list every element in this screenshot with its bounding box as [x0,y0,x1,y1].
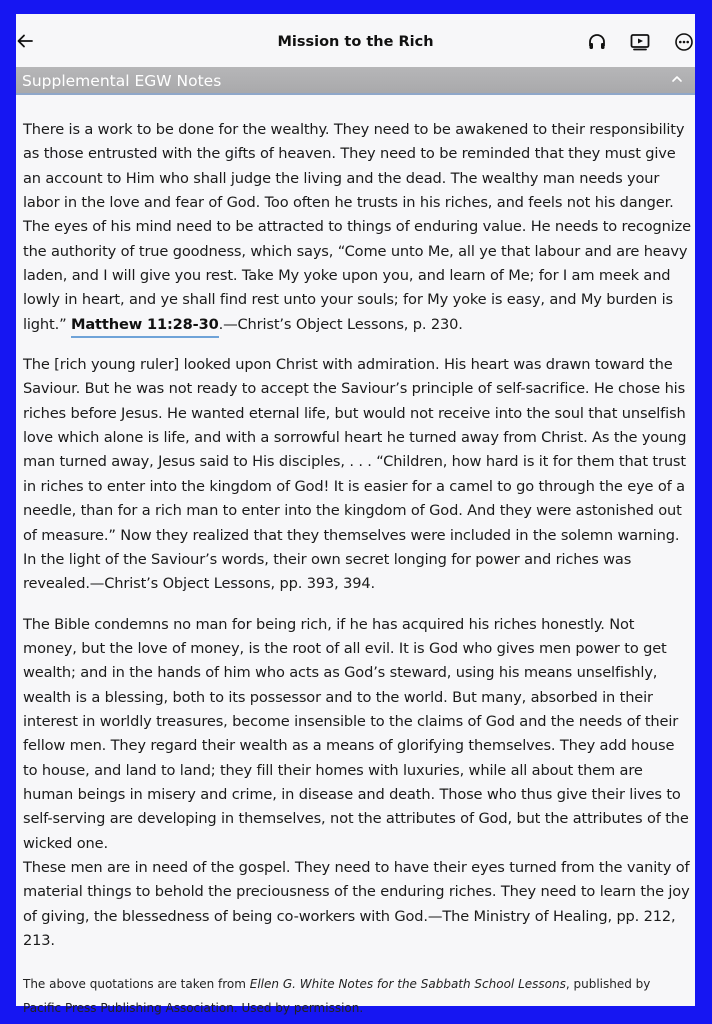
back-button[interactable] [16,31,34,51]
footnote-suffix: , published by Pacific Press Publishing Association. Used by permission. [23,977,651,1015]
footnote-book-title: Ellen G. White Notes for the Sabbath School Lessons [249,977,566,991]
arrow-left-icon [17,33,33,49]
page-title: Mission to the Rich [277,34,434,50]
headphones-icon [587,32,607,52]
audio-button[interactable] [586,31,608,53]
footnote-prefix: The above quotations are taken from [23,977,250,991]
paragraph-1-source: .—Christ’s Object Lessons, p. 230. [218,315,463,333]
video-button[interactable] [629,31,651,53]
paragraph-4: These men are in need of the gospel. They need to have their eyes turned from the vanity of material things to behold the preciousness of the enduring riches. They need to learn the joy of giving, the blessedness of being co-workers with God.—The Ministry of Healing, pp. 212, 213. [23,858,690,949]
top-bar [16,14,695,67]
more-horizontal-icon [674,32,694,52]
paragraph-1-text: There is a work to be done for the wealthy. They need to be awakened to their responsibility as those entrusted with the gifts of heaven. They need to be reminded that they must give an account to Him who shall judge the living and the dead. The wealthy man needs your labor in the love and fear of God. Too often he trusts in his riches, and feels not his danger. The eyes of his mind need to be attracted to things of enduring value. He needs to recognize the authority of true goodness, which says, “Come unto Me, all ye that labour and are heavy laden, and I will give you rest. Take My yoke upon you, and learn of Me; for I am meek and lowly in heart, and ye shall find rest unto your souls; for My yoke is easy, and My burden is light.” [23,121,692,333]
scripture-link[interactable]: Matthew 11:28-30 [71,316,219,338]
chevron-up-icon[interactable] [671,74,683,84]
paragraph-1 [23,118,691,337]
section-title: Supplemental EGW Notes [22,72,222,90]
play-screen-icon [630,32,650,52]
more-button[interactable] [673,31,695,53]
section-header[interactable] [16,67,695,95]
paragraph-3: The Bible condemns no man for being rich, if he has acquired his riches honestly. Not money, but the love of money, is the root of all evil. It is God who gives men power to get wealth; and in the hands of him who acts as God’s steward, using his means unselfishly, wealth is a blessing, both to its possessor and to the world. But many, absorbed in their interest in worldly treasures, become insensible to the claims of God and the needs of their fellow men. They regard their wealth as a means of glorifying themselves. They add house to house, and land to land; they fill their homes with luxuries, while all about them are human beings in misery and crime, in disease and death. Those who thus give their lives to self-serving are developing in themselves, not the attributes of God, but the attributes of the wicked one. [23,615,689,852]
attribution-footnote [23,972,691,1020]
paragraph-2: The [rich young ruler] looked upon Christ with admiration. His heart was drawn toward the Saviour. But he was not ready to accept the Saviour’s principle of self-sacrifice. He chose his riches before Jesus. He wanted eternal life, but would not receive into the soul that unselfish love which alone is life, and with a sorrowful heart he turned away from Christ. As the young man turned away, Jesus said to His disciples, . . . “Children, how hard is it for them that trust in riches to enter into the kingdom of God! It is easier for a camel to go through the eye of a needle, than for a rich man to enter into the kingdom of God. And they were astonished out of measure.” Now they realized that they themselves were included in the solemn warning. In the light of the Saviour’s words, their own secret longing for power and riches was revealed.—Christ’s Object Lessons, pp. 393, 394. [23,356,687,593]
app-window [16,14,695,1015]
notes-content [23,118,691,969]
